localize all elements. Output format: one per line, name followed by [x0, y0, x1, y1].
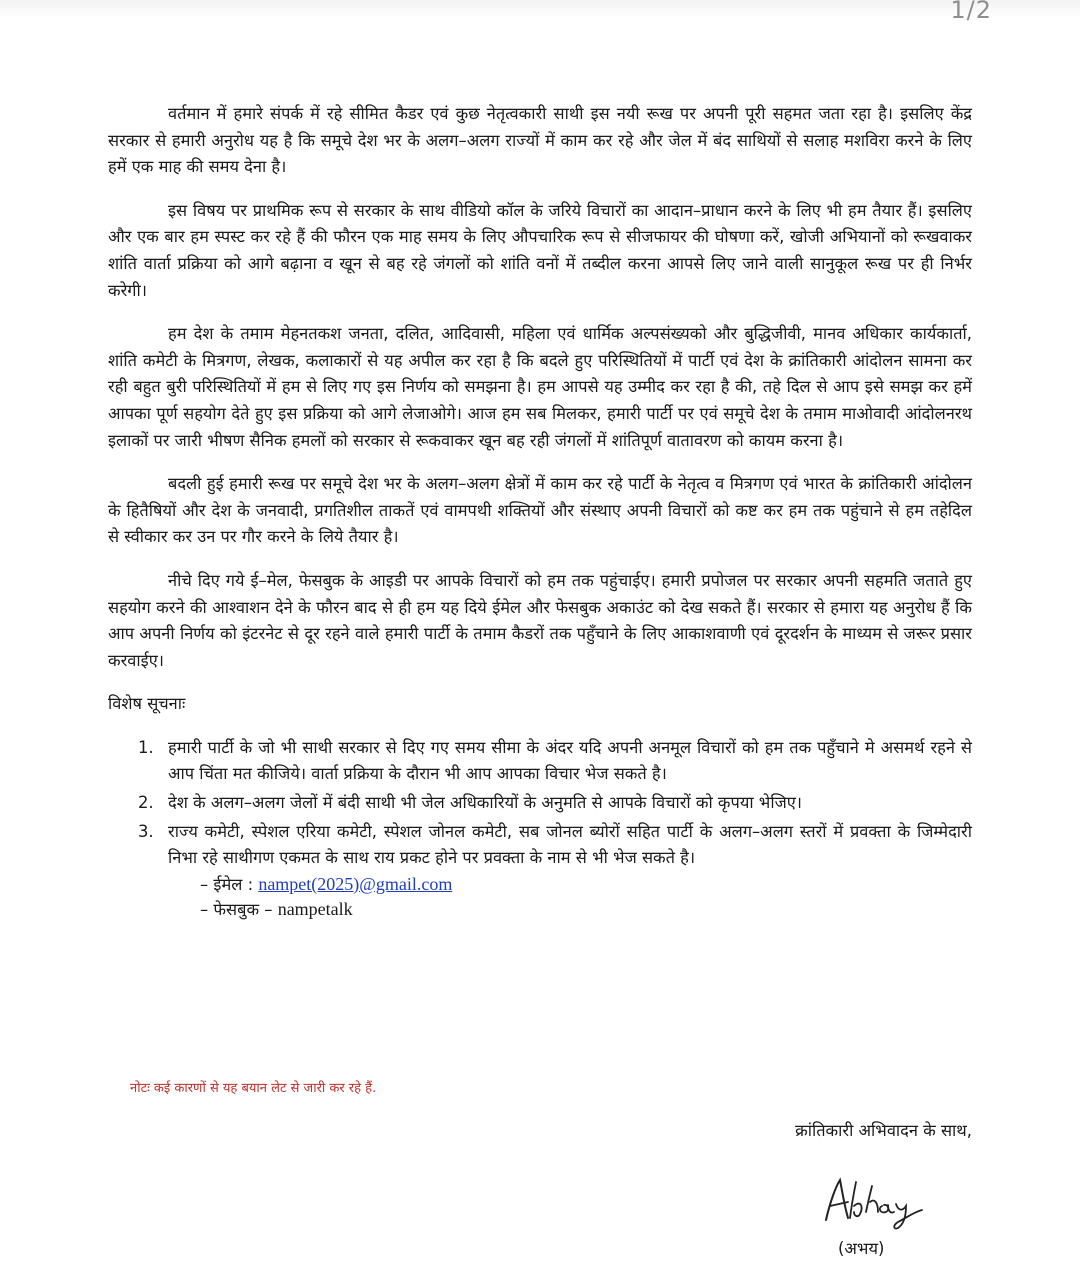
late-release-note: नोटः कई कारणों से यह बयान लेट से जारी कर रहे हैं.: [130, 1081, 377, 1096]
paragraph-3: हम देश के तमाम मेहनतकश जनता, दलित, आदिवासी, महिला एवं धार्मिक अल्पसंख्यको और बुद्धिजीवी, मानव अधिकार कार्यकार्ता, शांति कमेटी के मित्रगण, लेखक, कलाकारों से यह अपील कर रहा है कि बदले हुए परिस्थितियों में पार्टी एवं देश के क्रांतिकारी आंदोलन सामना कर रही बहुत बुरी परिस्थितियों में हम से लिए गए इस निर्णय को समझना है। हम आपसे यह उम्मीद कर रहा है की, तहे दिल से आप इसे समझ कर हमें आपका पूर्ण सहयोग देते हुए इस प्रक्रिया को आगे लेजाओगे। आज हम सब मिलकर, हमारी पार्टी पर एवं समूचे देश के तमाम माओवादी आंदोलनरथ इलाकों पर जारी भीषण सैनिक हमलों को सरकार से रूकवाकर खून बह रही जंगलों में शांतिपूर्ण वातावरण को कायम करना है।: [108, 324, 972, 450]
notice-item-2: [108, 790, 972, 817]
facebook-id: nampetalk: [277, 898, 353, 919]
facebook-line: [200, 897, 972, 922]
page-top-edge: [0, 0, 1080, 18]
signer-name: (अभय): [838, 1239, 885, 1258]
notice-item-3: [108, 819, 972, 872]
special-notice-heading: विशेष सूचनाः: [108, 694, 186, 714]
special-notice-list: [108, 735, 972, 872]
notice-item-text: देश के अलग–अलग जेलों में बंदी साथी भी जेल अधिकारियों के अनुमति से आपके विचारों को कृपया भेजिए।: [168, 793, 803, 813]
paragraph-5: नीचे दिए गये ई–मेल, फेसबुक के आइडी पर आपके विचारों को हम तक पहुंचाईए। हमारी प्रपोजल पर सरकार अपनी सहमति जताते हुए सहयोग करने की आश्वाशन देने के फौरन बाद से ही हम यह दिये ईमेल और फेसबुक अकाउंट को देख सकते हैं। सरकार से हमारा यह अनुरोध हैं कि आप अपनी निर्णय को इंटरनेट से दूर रहने वाले हमारी पार्टी के तमाम कैडरों तक पहुँचाने के लिए आकाशवाणी एवं दूरदर्शन के माध्यम से जरूर प्रसार करवाईए।: [108, 570, 972, 670]
notice-item-number: 3.: [138, 821, 154, 841]
handwritten-signature: [818, 1172, 928, 1232]
facebook-label: – फेसबुक –: [200, 899, 278, 919]
notice-item-1: [108, 735, 972, 788]
notice-item-text: राज्य कमेटी, स्पेशल एरिया कमेटी, स्पेशल जोनल कमेटी, सब जोनल ब्योरों सहित पार्टी के अलग–अलग स्तरों में प्रवक्ता के जिम्मेदारी निभा रहे साथीगण एकमत के साथ राय प्रकट होने पर प्रवक्ता के नाम से भी भेज सकते है।: [168, 821, 972, 868]
email-label: – ईमेल :: [200, 874, 259, 894]
email-link[interactable]: nampet(2025)@gmail.com: [258, 873, 453, 894]
paragraph-1: वर्तमान में हमारे संपर्क में रहे सीमित कैडर एवं कुछ नेतृत्वकारी साथी इस नयी रूख पर अपनी पूरी सहमत जता रहा है। इसलिए केंद्र सरकार से हमारी अनुरोध यह है कि समूचे देश भर के अलग–अलग राज्यों में काम कर रहे और जेल में बंद साथियों से सलाह मशविरा करने के लिए हमें एक माह की समय देना है।: [108, 104, 972, 177]
notice-item-number: 2.: [138, 793, 154, 813]
letter-body: [108, 101, 972, 922]
notice-item-text: हमारी पार्टी के जो भी साथी सरकार से दिए गए समय सीमा के अंदर यदि अपनी अनमूल विचारों को हम तक पहुँचाने मे असमर्थ रहने से आप चिंता मत कीजिये। वार्ता प्रक्रिया के दौरान भी आप आपका विचार भेज सकते है।: [168, 737, 972, 784]
notice-item-number: 1.: [138, 737, 154, 757]
contact-block: [108, 872, 972, 922]
email-line: [200, 872, 972, 897]
paragraph-2: इस विषय पर प्राथमिक रूप से सरकार के साथ वीडियो कॉल के जरिये विचारों का आदान–प्राधान करने के लिए भी हम तैयार हैं। इसलिए और एक बार हम स्पस्ट कर रहे हैं की फौरन एक माह समय के लिए औपचारिक रूप से सीजफायर की घोषणा करें, खोजी अभियानों को रूखवाकर शांति वार्ता प्रक्रिया को आगे बढ़ाना व खून से बह रहे जंगलों को शांति वनों में तब्दील करना आपसे लिए जाने वाली सानुकूल रूख पर ही निर्भर करेगी।: [108, 200, 972, 300]
page-indicator: 1/2: [950, 0, 992, 24]
closing-salutation: क्रांतिकारी अभिवादन के साथ,: [795, 1121, 972, 1140]
paragraph-4: बदली हुई हमारी रूख पर समूचे देश भर के अलग–अलग क्षेत्रों में काम कर रहे पार्टी के नेतृत्व व मित्रगण एवं भारत के क्रांतिकारी आंदोलन के हितैषियों और देश के जनवादी, प्रगतिशील ताकतें एवं वामपथी शक्तियों और संस्थाए अपनी विचारों को कष्ट कर हम तक पहुंचाने से हम तहेदिल से स्वीकार कर उन पर गौर करने के लिये तैयार है।: [108, 474, 972, 547]
